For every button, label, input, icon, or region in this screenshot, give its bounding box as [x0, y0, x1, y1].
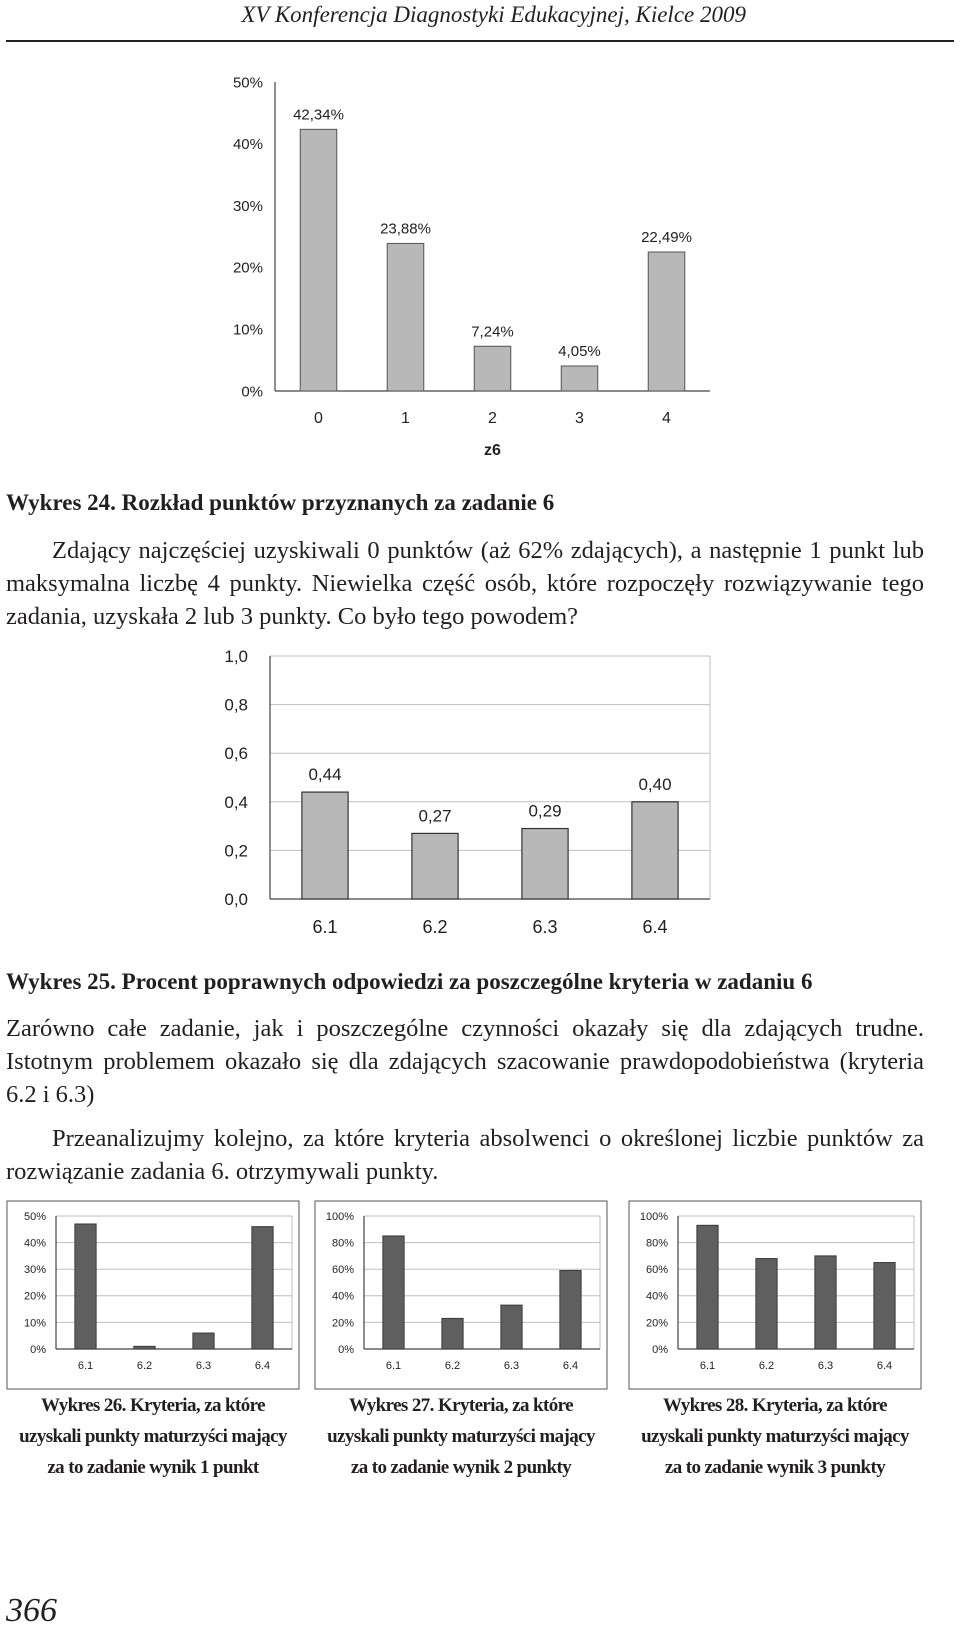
y-tick-label: 80% [331, 1237, 354, 1250]
x-axis-title: z6 [484, 442, 501, 459]
caption-wykres-25: Wykres 25. Procent poprawnych odpowiedzi za poszczególne kryteria w zadaniu 6 [6, 969, 813, 994]
bar [632, 802, 678, 899]
y-tick-label: 40% [23, 1237, 46, 1250]
running-header-title: XV Konferencja Diagnostyki Edukacyjnej, Kielce 2009 [241, 2, 746, 27]
caption-wykres-27 [311, 1390, 611, 1483]
bar [302, 792, 348, 899]
chart-wykres-28 [628, 1200, 922, 1390]
bar [442, 1318, 463, 1349]
x-tick-label: 3 [575, 410, 584, 427]
x-tick-label: 6.4 [876, 1360, 893, 1372]
y-tick-label: 30% [232, 197, 263, 215]
y-tick-label: 0% [652, 1343, 668, 1356]
y-tick-label: 0,2 [224, 841, 248, 861]
bar [383, 1236, 404, 1349]
data-label: 0,29 [528, 801, 562, 821]
y-tick-label: 100% [325, 1210, 354, 1223]
caption-wykres-28-line-1: Wykres 28. Kryteria, za które [663, 1395, 887, 1416]
x-tick-label: 6.4 [642, 917, 668, 937]
y-tick-label: 60% [645, 1264, 668, 1277]
y-tick-label: 0% [30, 1343, 46, 1356]
x-tick-label: 6.2 [444, 1360, 461, 1372]
bar [697, 1225, 718, 1349]
x-tick-label: 6.3 [503, 1360, 520, 1372]
bar [474, 346, 511, 391]
x-tick-label: 6.1 [699, 1360, 716, 1372]
x-tick-label: 6.2 [136, 1360, 153, 1372]
y-tick-label: 40% [645, 1290, 668, 1303]
x-tick-label: 6.1 [385, 1360, 402, 1372]
y-tick-label: 0% [241, 383, 263, 401]
x-tick-label: 6.4 [254, 1360, 271, 1372]
bar [75, 1224, 96, 1349]
y-tick-label: 0,6 [224, 744, 248, 764]
chart-wykres-27 [314, 1200, 608, 1390]
y-tick-label: 80% [645, 1237, 668, 1250]
bar [134, 1346, 155, 1349]
x-tick-label: 6.2 [758, 1360, 775, 1372]
running-header [0, 0, 960, 42]
bar [522, 829, 568, 899]
y-tick-label: 40% [331, 1290, 354, 1303]
bar [874, 1263, 895, 1349]
x-tick-label: 0 [314, 410, 323, 427]
header-rule [6, 40, 954, 42]
x-tick-label: 2 [488, 410, 497, 427]
bar [300, 129, 337, 391]
y-tick-label: 60% [331, 1264, 354, 1277]
data-label: 7,24% [471, 323, 514, 341]
y-tick-label: 20% [645, 1317, 668, 1330]
paragraph-1: Zdający najczęściej uzyskiwali 0 punktów (aż 62% zdających), a następnie 1 punkt lub maksymalna liczbę 4 punkty. Niewielka część osób, które rozpoczęły rozwiązywanie tego zadania, uzyskała 2 lub 3 punkty. Co było tego powodem? [6, 537, 924, 630]
bar [756, 1259, 777, 1349]
caption-wykres-27-line-1: Wykres 27. Kryteria, za które [349, 1395, 573, 1416]
bar [387, 243, 424, 391]
bar [648, 252, 685, 391]
bar [560, 1271, 581, 1349]
caption-wykres-28-line-2: uzyskali punkty maturzyści mający [641, 1426, 909, 1447]
caption-wykres-28 [625, 1390, 925, 1483]
page-number: 366 [6, 1592, 57, 1629]
y-tick-label: 0,8 [224, 695, 248, 715]
y-tick-label: 0,4 [224, 792, 248, 812]
x-tick-label: 6.3 [532, 917, 558, 937]
x-tick-label: 4 [662, 410, 671, 427]
caption-wykres-26 [3, 1390, 303, 1483]
bar [412, 833, 458, 899]
x-tick-label: 6.4 [562, 1360, 579, 1372]
y-tick-label: 50% [23, 1210, 46, 1223]
x-tick-label: 6.1 [312, 917, 338, 937]
data-label: 0,40 [638, 774, 672, 794]
y-tick-label: 50% [232, 74, 263, 92]
bar [193, 1333, 214, 1349]
y-tick-label: 20% [331, 1317, 354, 1330]
y-tick-label: 10% [23, 1317, 46, 1330]
x-tick-label: 6.2 [422, 917, 448, 937]
chart-wykres-24 [200, 62, 730, 472]
data-label: 22,49% [641, 229, 692, 247]
chart-wykres-25 [200, 640, 730, 945]
y-tick-label: 1,0 [224, 646, 248, 666]
chart-wykres-26 [6, 1200, 300, 1390]
caption-wykres-26-line-3: za to zadanie wynik 1 punkt [47, 1457, 259, 1478]
data-label: 4,05% [558, 342, 601, 360]
y-tick-label: 20% [232, 259, 263, 277]
y-tick-label: 100% [639, 1210, 668, 1223]
caption-wykres-26-line-1: Wykres 26. Kryteria, za które [41, 1395, 265, 1416]
data-label: 0,44 [308, 765, 342, 785]
caption-wykres-27-line-3: za to zadanie wynik 2 punkty [350, 1457, 572, 1478]
y-tick-label: 10% [232, 321, 263, 339]
caption-wykres-28-line-3: za to zadanie wynik 3 punkty [664, 1457, 886, 1478]
x-tick-label: 6.3 [195, 1360, 212, 1372]
data-label: 23,88% [380, 220, 431, 238]
y-tick-label: 0,0 [224, 889, 248, 909]
data-label: 0,27 [418, 806, 452, 826]
x-tick-label: 6.1 [77, 1360, 94, 1372]
caption-wykres-27-line-2: uzyskali punkty maturzyści mający [327, 1426, 595, 1447]
caption-wykres-26-line-2: uzyskali punkty maturzyści mający [19, 1426, 287, 1447]
bar [252, 1227, 273, 1349]
paragraph-3: Przeanalizujmy kolejno, za które kryteria absolwenci o określonej liczbie punktów za rozwiązanie zadania 6. otrzymywali punkty. [6, 1125, 924, 1185]
bar [501, 1305, 522, 1349]
x-tick-label: 1 [401, 410, 410, 427]
y-tick-label: 20% [23, 1290, 46, 1303]
y-tick-label: 0% [338, 1343, 354, 1356]
y-tick-label: 40% [232, 136, 263, 154]
x-tick-label: 6.3 [817, 1360, 834, 1372]
bar [815, 1256, 836, 1349]
data-label: 42,34% [293, 106, 344, 124]
y-tick-label: 30% [23, 1264, 46, 1277]
caption-wykres-24: Wykres 24. Rozkład punktów przyznanych za zadanie 6 [6, 490, 555, 515]
paragraph-2: Zarówno całe zadanie, jak i poszczególne czynności okazały się dla zdających trudne. Istotnym problemem okazało się dla zdających szacowanie prawdopodobieństwa (kryteria 6.2 i 6.3) [6, 1015, 924, 1108]
bar [561, 366, 598, 391]
